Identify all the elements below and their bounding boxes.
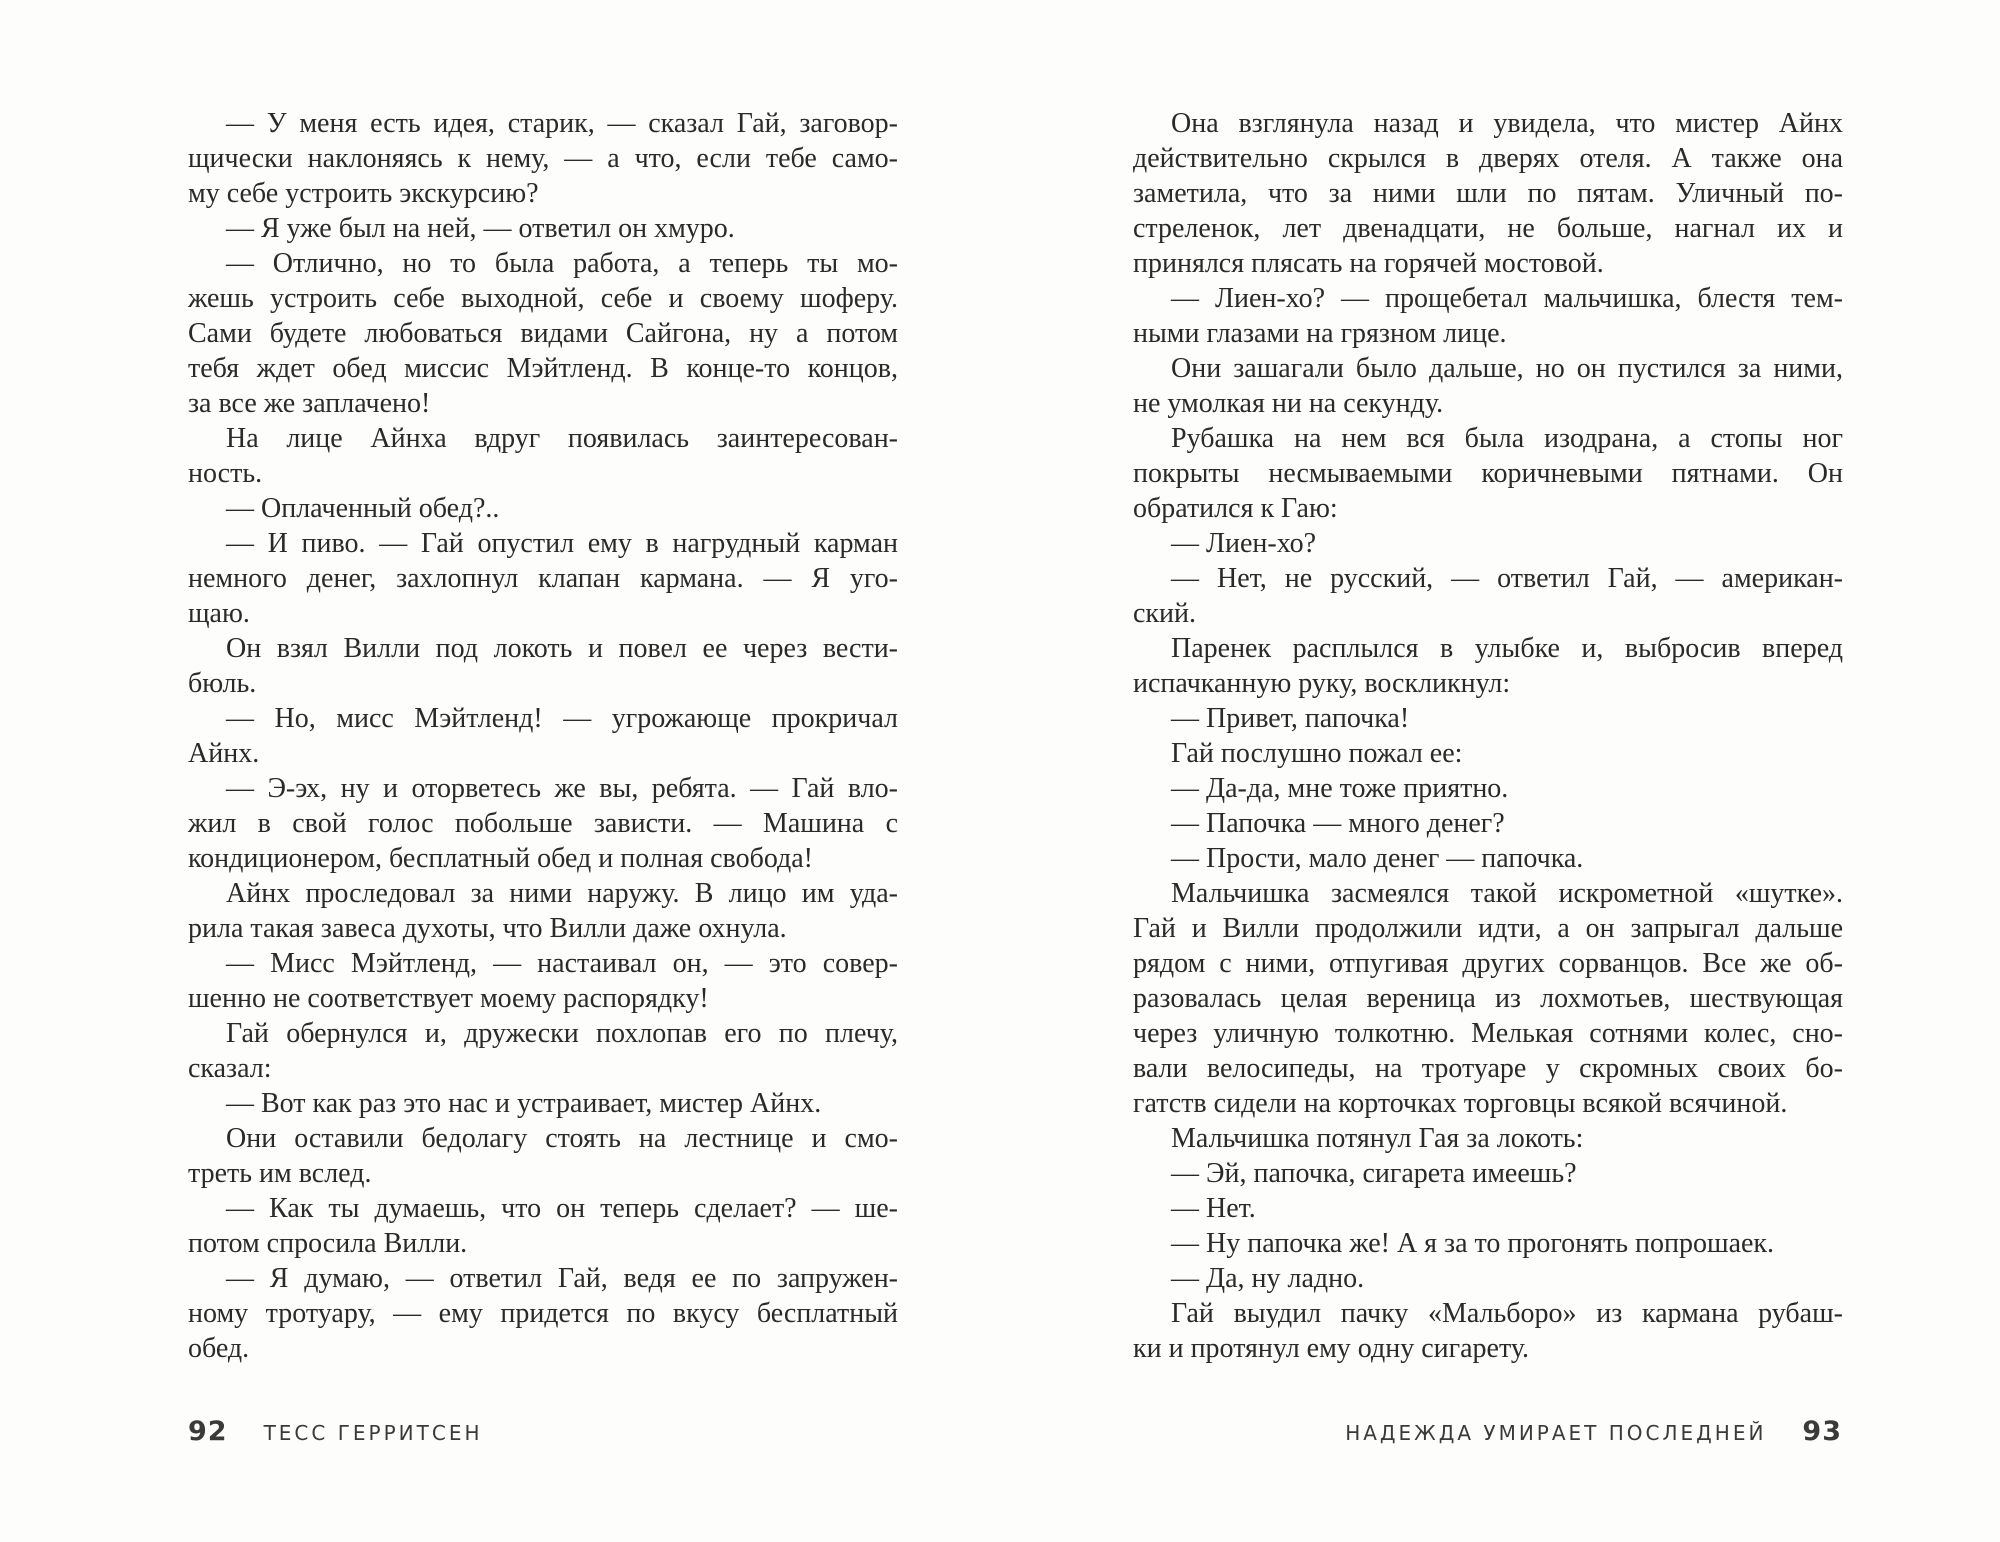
text-line: — Привет, папочка!	[1171, 703, 1410, 734]
text-line: тебя ждет обед миссис Мэйтленд. В конце-то концов,	[188, 353, 898, 384]
running-head-author: ТЕСС ГЕРРИТСЕН	[263, 1421, 483, 1445]
left-page-text	[188, 106, 898, 1366]
text-line: вали велосипеды, на тротуаре у скромных своих бо-	[1133, 1053, 1843, 1084]
text-line: Сами будете любоваться видами Сайгона, ну а потом	[188, 318, 898, 349]
text-line: Гай выудил пачку «Мальборо» из кармана рубаш-	[1171, 1298, 1843, 1329]
text-line: ский.	[1133, 598, 1196, 629]
text-line: действительно скрылся в дверях отеля. А также она	[1133, 143, 1843, 174]
text-line: — И пиво. — Гай опустил ему в нагрудный карман	[226, 528, 898, 559]
text-line: щически наклоняясь к нему, — а что, если тебе само-	[188, 143, 898, 174]
text-line: — Вот как раз это нас и устраивает, мистер Айнх.	[226, 1088, 822, 1119]
text-line: Мальчишка засмеялся такой искрометной «шутке».	[1171, 878, 1843, 909]
text-line: за все же заплачено!	[188, 388, 431, 419]
text-line: покрыты несмываемыми коричневыми пятнами. Он	[1133, 458, 1843, 489]
text-line: не умолкая ни на секунду.	[1133, 388, 1444, 419]
text-line: — Лиен-хо? — прощебетал мальчишка, блестя тем-	[1171, 283, 1843, 314]
text-line: немного денег, захлопнул клапан кармана. — Я уго-	[188, 563, 898, 594]
text-line: ки и протянул ему одну сигарету.	[1133, 1333, 1530, 1364]
text-line: Мальчишка потянул Гая за локоть:	[1171, 1123, 1584, 1154]
text-line: — Нет.	[1171, 1193, 1256, 1224]
text-line: му себе устроить экскурсию?	[188, 178, 539, 209]
text-line: — Оплаченный обед?..	[226, 493, 500, 524]
text-line: бюль.	[188, 668, 257, 699]
text-line: — Да-да, мне тоже приятно.	[1171, 773, 1509, 804]
text-line: — Я уже был на ней, — ответил он хмуро.	[226, 213, 735, 244]
running-head-title: НАДЕЖДА УМИРАЕТ ПОСЛЕДНЕЙ	[1345, 1421, 1767, 1445]
text-line: сказал:	[188, 1053, 272, 1084]
text-line: — Прости, мало денег — папочка.	[1171, 843, 1584, 874]
text-line: Они зашагали было дальше, но он пустился за ними,	[1171, 353, 1843, 384]
text-line: Они оставили бедолагу стоять на лестнице и смо-	[226, 1123, 898, 1154]
text-line: Гай и Вилли продолжили идти, а он запрыгал дальше	[1133, 913, 1843, 944]
text-line: стреленок, лет двенадцати, не больше, нагнал их и	[1133, 213, 1843, 244]
text-line: щаю.	[188, 598, 250, 629]
text-line: — Э-эх, ну и оторветесь же вы, ребята. — Гай вло-	[226, 773, 898, 804]
text-line: рила такая завеса духоты, что Вилли даже охнула.	[188, 913, 787, 944]
text-line: ными глазами на грязном лице.	[1133, 318, 1507, 349]
text-line: шенно не соответствует моему распорядку!	[188, 983, 709, 1014]
text-line: — Ну папочка же! А я за то прогонять попрошаек.	[1171, 1228, 1775, 1259]
text-line: разовалась целая вереница из лохмотьев, шествующая	[1133, 983, 1843, 1014]
text-line: — Как ты думаешь, что он теперь сделает? — ше-	[226, 1193, 898, 1224]
right-page-footer	[1345, 1412, 1842, 1452]
text-line: кондиционером, бесплатный обед и полная свобода!	[188, 843, 814, 874]
text-line: жил в свой голос побольше зависти. — Машина с	[188, 808, 898, 839]
text-line: Гай обернулся и, дружески похлопав его по плечу,	[226, 1018, 898, 1049]
text-line: ному тротуару, — ему придется по вкусу бесплатный	[188, 1298, 898, 1329]
right-page-text	[1133, 106, 1843, 1366]
text-line: Она взглянула назад и увидела, что мистер Айнх	[1171, 108, 1843, 139]
text-line: заметила, что за ними шли по пятам. Уличный по-	[1133, 178, 1843, 209]
text-line: треть им вслед.	[188, 1158, 372, 1189]
text-line: рядом с ними, отпугивая других сорванцов. Все же об-	[1133, 948, 1843, 979]
text-line: гатств сидели на корточках торговцы всякой всячиной.	[1133, 1088, 1788, 1119]
text-line: Айнх.	[188, 738, 260, 769]
text-line: жешь устроить себе выходной, себе и своему шоферу.	[188, 283, 898, 314]
text-line: Рубашка на нем вся была изодрана, а стопы ног	[1171, 423, 1843, 454]
text-line: — Эй, папочка, сигарета имеешь?	[1171, 1158, 1577, 1189]
text-line: обед.	[188, 1333, 250, 1364]
text-line: — Мисс Мэйтленд, — настаивал он, — это совер-	[226, 948, 898, 979]
text-line: — Отлично, но то была работа, а теперь ты мо-	[226, 248, 898, 279]
page-number-left: 92	[188, 1416, 228, 1447]
text-line: — У меня есть идея, старик, — сказал Гай, заговор-	[226, 108, 898, 139]
text-line: — Нет, не русский, — ответил Гай, — американ-	[1171, 563, 1843, 594]
text-line: — Я думаю, — ответил Гай, ведя ее по запружен-	[226, 1263, 898, 1294]
text-line: потом спросила Вилли.	[188, 1228, 468, 1259]
page-number-right: 93	[1802, 1416, 1842, 1447]
text-line: — Папочка — много денег?	[1171, 808, 1505, 839]
text-line: Айнх проследовал за ними наружу. В лицо им уда-	[226, 878, 898, 909]
text-line: Он взял Вилли под локоть и повел ее через вести-	[226, 633, 898, 664]
text-line: ность.	[188, 458, 263, 489]
text-line: — Лиен-хо?	[1171, 528, 1317, 559]
text-line: — Да, ну ладно.	[1171, 1263, 1365, 1294]
left-page-footer	[188, 1412, 483, 1452]
text-line: — Но, мисс Мэйтленд! — угрожающе прокричал	[226, 703, 898, 734]
text-line: Гай послушно пожал ее:	[1171, 738, 1463, 769]
text-line: испачканную руку, воскликнул:	[1133, 668, 1511, 699]
text-line: Паренек расплылся в улыбке и, выбросив вперед	[1171, 633, 1843, 664]
text-line: обратился к Гаю:	[1133, 493, 1338, 524]
text-line: принялся плясать на горячей мостовой.	[1133, 248, 1604, 279]
text-line: На лице Айнха вдруг появилась заинтересован-	[226, 423, 898, 454]
text-line: через уличную толкотню. Мелькая сотнями колес, сно-	[1133, 1018, 1843, 1049]
